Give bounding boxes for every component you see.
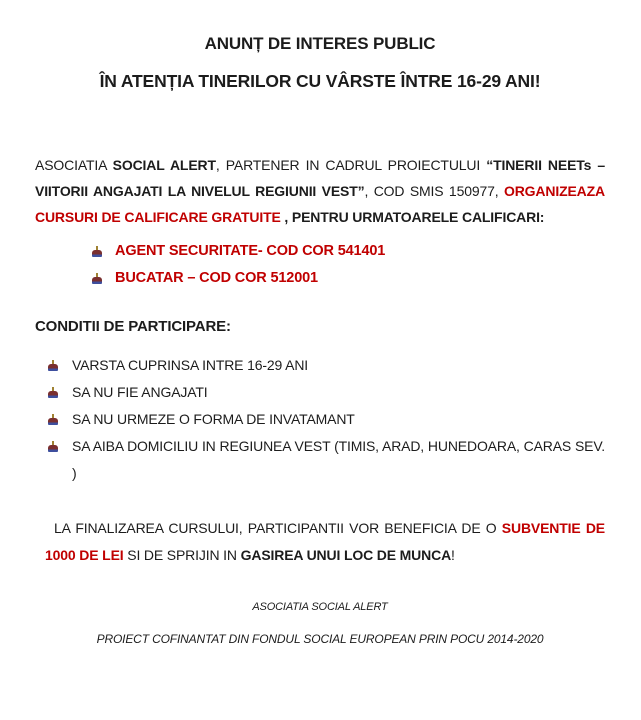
list-item bbox=[35, 265, 605, 292]
intro-org-prefix: ASOCIATIA bbox=[35, 157, 113, 173]
candle-bullet-icon bbox=[92, 246, 102, 257]
closing-part1: LA FINALIZAREA CURSULUI, PARTICIPANTII VOR BENEFICIA DE O bbox=[54, 520, 502, 536]
closing-job: GASIREA UNUI LOC DE MUNCA bbox=[240, 547, 452, 563]
intro-paragraph bbox=[35, 152, 605, 230]
list-item bbox=[35, 379, 605, 406]
closing-part2: SI DE SPRIJIN IN bbox=[123, 547, 241, 563]
intro-org-name: SOCIAL ALERT bbox=[112, 157, 216, 173]
condition-label: VARSTA CUPRINSA INTRE 16-29 ANI bbox=[72, 357, 309, 373]
candle-bullet-icon bbox=[92, 273, 102, 284]
document-footer bbox=[35, 600, 605, 647]
closing-subsidy: SUBVENTIE DE 1000 DE LEI bbox=[45, 520, 605, 563]
intro-smis-text: , COD SMIS 150977, bbox=[364, 183, 504, 199]
conditions-list bbox=[35, 352, 605, 487]
list-item bbox=[35, 433, 605, 487]
candle-bullet-icon bbox=[48, 441, 58, 452]
conditions-heading: CONDITII DE PARTICIPARE: bbox=[35, 318, 231, 335]
footer-funding: PROIECT COFINANTAT DIN FONDUL SOCIAL EUROPEAN PRIN POCU 2014-2020 bbox=[96, 632, 544, 646]
condition-label: SA NU URMEZE O FORMA DE INVATAMANT bbox=[72, 411, 355, 427]
condition-label: SA AIBA DOMICILIU IN REGIUNEA VEST (TIMIS, ARAD, HUNEDOARA, CARAS SEV. ) bbox=[72, 438, 605, 481]
candle-bullet-icon bbox=[48, 387, 58, 398]
intro-for-text: , PENTRU URMATOARELE CALIFICARI: bbox=[280, 209, 545, 225]
closing-paragraph bbox=[45, 515, 605, 569]
course-label: AGENT SECURITATE- COD COR 541401 bbox=[115, 243, 386, 259]
candle-bullet-icon bbox=[48, 360, 58, 371]
footer-association: ASOCIATIA SOCIAL ALERT bbox=[252, 601, 388, 613]
intro-project-name: “TINERII NEETs – VIITORII ANGAJATI LA NIVELUL REGIUNII VEST” bbox=[35, 157, 606, 199]
course-label: BUCATAR – COD COR 512001 bbox=[115, 270, 318, 286]
list-item bbox=[35, 352, 605, 379]
closing-part3: ! bbox=[451, 547, 455, 563]
page-subtitle: ÎN ATENȚIA TINERILOR CU VÂRSTE ÎNTRE 16-29 ANI! bbox=[99, 71, 541, 91]
intro-organizes-text: ORGANIZEAZA CURSURI DE CALIFICARE GRATUITE bbox=[35, 183, 605, 225]
candle-bullet-icon bbox=[48, 414, 58, 425]
condition-label: SA NU FIE ANGAJATI bbox=[72, 384, 208, 400]
list-item bbox=[35, 406, 605, 433]
page-title: ANUNȚ DE INTERES PUBLIC bbox=[204, 34, 436, 53]
intro-partner-text: , PARTENER IN CADRUL PROIECTULUI bbox=[215, 157, 487, 173]
course-list bbox=[35, 238, 605, 292]
list-item bbox=[35, 238, 605, 265]
